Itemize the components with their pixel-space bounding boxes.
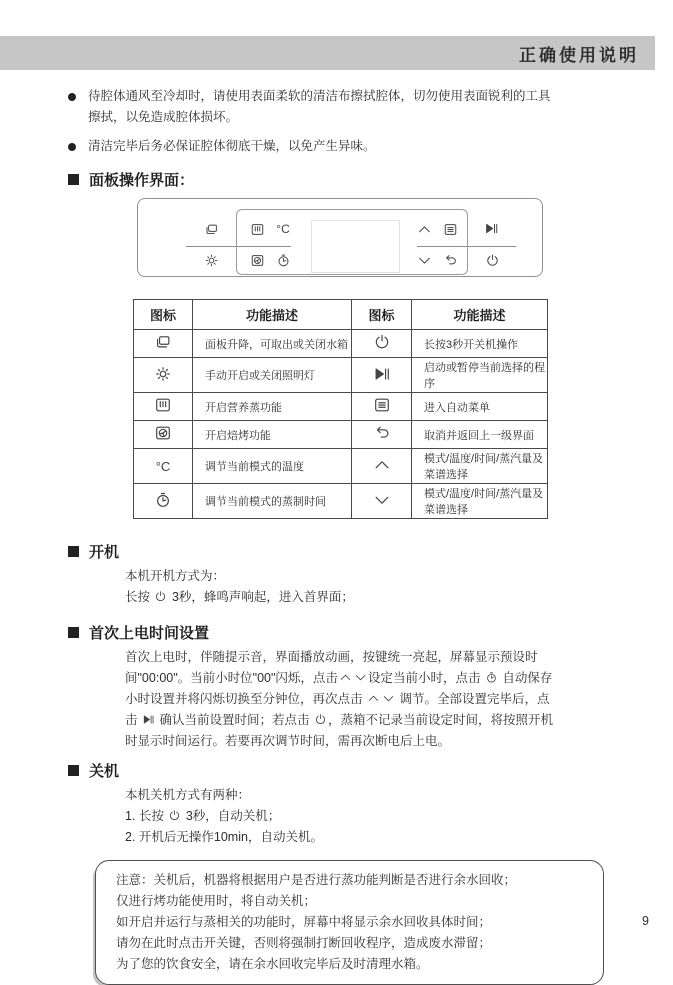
play-pause-icon (142, 713, 155, 726)
power-off-text (125, 785, 559, 848)
timer-icon (275, 252, 291, 268)
play-pause-icon (373, 365, 391, 383)
section-first-time-heading (68, 622, 673, 643)
play-pause-icon (483, 220, 499, 236)
icon-cell (134, 449, 193, 484)
bullet-item (68, 136, 560, 157)
description-cell: 开启焙烤功能 (193, 421, 352, 449)
text-line: 1. 长按 3秒，自动关机； (125, 809, 281, 823)
icon-cell (134, 393, 193, 421)
table-row (134, 449, 548, 484)
description-cell: 取消并返回上一级界面 (412, 421, 548, 449)
section-title: 首次上电时间设置 (89, 625, 210, 642)
icon-cell (134, 330, 193, 358)
description-cell: 进入自动菜单 (412, 393, 548, 421)
first-time-text: 首次上电时，伴随提示音，界面播放动画，按键统一亮起，屏幕显示预设时间"00:00"。当前小时位"00"闪烁，点击 设定当前小时，点击 自动保存小时设置并将闪烁切换至分钟位，再次点击 调节。全部设置完毕后，点击 确认当前设置时间；若点击 ，蒸箱不记录当前设定时间，将按照开机时显示时间运行。若要再次调节时间，需再次断电后上电。 (125, 650, 553, 748)
down-icon (416, 252, 432, 268)
up-icon (416, 221, 432, 237)
panel-lift-icon (203, 221, 219, 237)
bullet-item (68, 86, 560, 128)
table-row (134, 330, 548, 358)
table-header-cell: 图标 (352, 300, 412, 330)
power-on-text (125, 566, 559, 608)
bullet-dot-icon (68, 93, 76, 101)
note-line: 请勿在此时点击开关键，否则将强制打断回收程序，造成废水滞留； (116, 936, 492, 950)
bullet-text: 清洁完毕后务必保证腔体彻底干燥，以免产生异味。 (88, 139, 376, 153)
page-number: 9 (642, 914, 649, 928)
table-header-cell: 功能描述 (412, 300, 548, 330)
icon-cell (352, 449, 412, 484)
text-line: 本机关机方式有两种： (125, 788, 251, 802)
power-icon (484, 252, 500, 268)
bake-icon (154, 424, 172, 442)
table-row (134, 421, 548, 449)
light-icon (154, 365, 172, 383)
power-icon (373, 333, 391, 351)
temp-icon: °C (155, 458, 171, 474)
section-power-off-heading (68, 760, 673, 781)
intro-bullet-list (68, 86, 560, 157)
section-square-icon (68, 765, 79, 776)
section-power-on-heading (68, 541, 673, 562)
up-icon (339, 671, 352, 684)
note-line: 仅进行烤功能使用时，将自动关机； (116, 894, 317, 908)
description-cell: 调节当前模式的蒸制时间 (193, 484, 352, 519)
note-line: 如开启并运行与蒸相关的功能时，屏幕中将显示余水回收具体时间； (116, 915, 492, 929)
table-row (134, 358, 548, 393)
text-line: 2. 开机后无操作10min，自动关机。 (125, 830, 323, 844)
timer-icon (154, 491, 172, 509)
icon-cell (352, 330, 412, 358)
section-square-icon (68, 627, 79, 638)
table-header-cell: 功能描述 (193, 300, 352, 330)
description-cell: 手动开启或关闭照明灯 (193, 358, 352, 393)
panel-diagram (137, 198, 543, 277)
icon-cell (134, 421, 193, 449)
bullet-text: 待腔体通风至冷却时，请使用表面柔软的清洁布擦拭腔体，切勿使用表面锐利的工具擦拭，以免造成腔体损坏。 (88, 89, 551, 124)
section-title: 开机 (89, 544, 120, 561)
function-table (133, 299, 548, 519)
page-header-band (0, 36, 655, 70)
description-cell: 调节当前模式的温度 (193, 449, 352, 484)
panel-divider-left (186, 246, 291, 247)
table-header-cell: 图标 (134, 300, 193, 330)
steam-icon (249, 221, 265, 237)
section-square-icon (68, 174, 79, 185)
bake-icon (249, 252, 265, 268)
section-title: 面板操作界面： (89, 172, 195, 189)
description-cell: 长按3秒开关机操作 (412, 330, 548, 358)
bullet-dot-icon (68, 143, 76, 151)
back-icon (373, 424, 391, 442)
panel-display-screen (311, 220, 400, 273)
steam-icon (154, 396, 172, 414)
up-icon (367, 692, 380, 705)
back-icon (442, 252, 458, 268)
icon-cell (352, 393, 412, 421)
description-cell: 模式/温度/时间/蒸汽量及菜谱选择 (412, 449, 548, 484)
power-icon (168, 809, 181, 822)
section-title: 关机 (89, 763, 120, 780)
section-square-icon (68, 546, 79, 557)
down-icon (373, 491, 391, 509)
menu-icon (373, 396, 391, 414)
note-line: 注意：关机后，机器将根据用户是否进行蒸功能判断是否进行余水回收； (116, 873, 517, 887)
icon-cell (352, 421, 412, 449)
power-icon (314, 713, 327, 726)
text-line: 本机开机方式为： (125, 569, 226, 583)
section-panel-interface-heading (68, 169, 673, 190)
description-cell: 模式/温度/时间/蒸汽量及菜谱选择 (412, 484, 548, 519)
icon-cell (352, 484, 412, 519)
table-row (134, 393, 548, 421)
icon-cell (134, 484, 193, 519)
description-cell: 开启营养蒸功能 (193, 393, 352, 421)
manual-page (0, 36, 673, 971)
power-icon (154, 590, 167, 603)
temp-icon: °C (276, 222, 290, 236)
panel-lift-icon (154, 333, 172, 351)
note-line: 为了您的饮食安全，请在余水回收完毕后及时清理水箱。 (116, 957, 429, 971)
description-cell: 启动或暂停当前选择的程序 (412, 358, 548, 393)
table-row (134, 484, 548, 519)
description-cell: 面板升降，可取出或关闭水箱 (193, 330, 352, 358)
icon-cell (134, 358, 193, 393)
up-icon (373, 456, 391, 474)
light-icon (203, 252, 219, 268)
timer-icon (485, 671, 498, 684)
menu-icon (442, 221, 458, 237)
note-box (95, 860, 604, 985)
panel-divider-right (417, 246, 516, 247)
icon-cell (352, 358, 412, 393)
page-title: 正确使用说明 (519, 45, 639, 65)
down-icon (382, 692, 395, 705)
text-line: 长按 3秒，蜂鸣声响起，进入首界面； (125, 590, 354, 604)
down-icon (354, 671, 367, 684)
table-header-row (134, 300, 548, 330)
